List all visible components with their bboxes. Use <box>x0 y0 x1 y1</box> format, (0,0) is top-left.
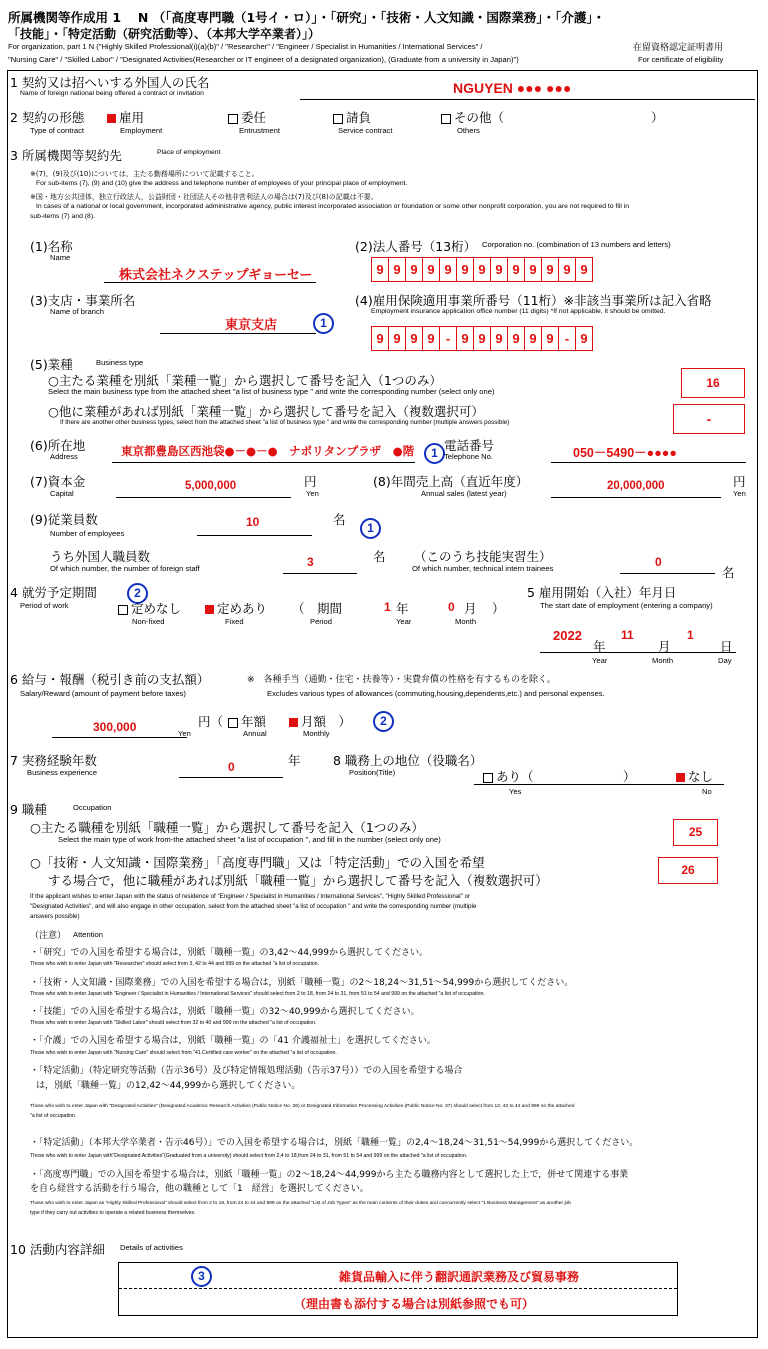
corp-digit: 9 <box>422 257 440 282</box>
occupation-other-en2: "Designated Activities", and will also engage in other occupation, select from the attached sheet "a list of occupation " and write the corresponding number (multiple <box>30 903 477 910</box>
occupation-other-text2: する場合で，他に職種があれば別紙「職種一覧」から選択して番号を記入（複数選択可） <box>48 873 548 888</box>
s8-label: 8 職務上の地位（役職名） <box>333 753 483 768</box>
activity-dashed-divider <box>119 1288 677 1289</box>
checkbox-icon <box>118 605 128 615</box>
contract-entrustment-label: 委任 <box>241 110 267 125</box>
biz-other-text-en: If there are another other business types, select from the attached sheet "a list of business type " and write the corresponding number (multiple answers possible) <box>60 419 510 426</box>
s6-label-en: Salary/Reward (amount of payment before taxes) <box>20 689 186 698</box>
emp-digit: 9 <box>524 326 542 351</box>
s4-label: 4 就労予定期間 <box>10 585 97 600</box>
position-yes-en: Yes <box>509 787 522 796</box>
activity-details-note: （理由書も添付する場合は別紙参照でも可） <box>294 1297 535 1311</box>
salary-monthly[interactable] <box>289 712 351 730</box>
activity-details-value: 雑貨品輸入に伴う翻訳通訳業務及び貿易事務 <box>339 1270 580 1284</box>
biz-main-text: ○主たる業種を別紙「業種一覧」から選択して番号を記入（1つのみ） <box>48 373 442 388</box>
emp-digit: 9 <box>422 326 440 351</box>
position-no[interactable] <box>676 767 713 785</box>
tel-label: 電話番号 <box>444 438 495 453</box>
marker-2-icon: 2 <box>127 583 148 604</box>
note-hsp-2: を自ら経営する活動を行う場合，他の職種として「1 経営」を選択してください。 <box>30 1184 369 1194</box>
start-year-value[interactable]: 2022 <box>553 628 582 643</box>
sales-label-en: Annual sales (latest year) <box>421 489 507 498</box>
s6-note-en: Excludes various types of allowances (commuting,housing,dependents,etc.) and personal expenses. <box>267 689 605 698</box>
salary-unit-en: Yen <box>178 729 191 738</box>
foreign-staff-underline <box>283 573 357 574</box>
marker-1-icon: 1 <box>313 313 334 334</box>
address-label-en: Address <box>50 452 78 461</box>
position-no-label: なし <box>688 769 714 784</box>
occupation-other-en3: answers possible) <box>30 913 80 920</box>
address-underline <box>112 462 415 463</box>
branch-label-en: Name of branch <box>50 307 105 316</box>
s10-label-en: Details of activities <box>120 1243 183 1252</box>
address-value[interactable]: 東京都豊島区西池袋●－●－● ナポリタンプラザ ●階 <box>121 444 415 458</box>
period-years-value[interactable]: 1 <box>384 600 391 614</box>
form-type-en: For certificate of eligibility <box>638 55 724 64</box>
s6-label: 6 給与・報酬（税引き前の支払額） <box>10 672 210 687</box>
company-name[interactable]: 株式会社ネクステップギョーセー <box>119 268 313 283</box>
emp-digit: 9 <box>405 326 423 351</box>
corp-digit: 9 <box>575 257 593 282</box>
emp-digit: - <box>439 326 457 351</box>
sales-unit: 円 <box>733 474 746 489</box>
name-underline <box>104 282 316 283</box>
capital-value[interactable]: 5,000,000 <box>185 480 237 492</box>
s7-label: 7 実務経験年数 <box>10 753 97 768</box>
note-nursing: ・「介護」での入国を希望する場合は，別紙「職種一覧」の「41 介護福祉士」を選択してください。 <box>30 1036 436 1046</box>
checkbox-icon <box>228 114 238 124</box>
salary-annual-en: Annual <box>243 729 267 738</box>
emp-digit: 9 <box>371 326 389 351</box>
form-type-jp: 在留資格認定証明書用 <box>633 43 724 53</box>
emp-digit: 9 <box>388 326 406 351</box>
start-day-en: Day <box>718 656 732 665</box>
trainee-unit: 名 <box>722 565 735 580</box>
name-label-en: Name <box>50 253 71 262</box>
biz-other-text: ○他に業種があれば別紙「業種一覧」から選択して番号を記入（複数選択可） <box>48 404 484 419</box>
telephone-value[interactable]: 050－5490－●●●● <box>573 446 677 460</box>
checked-box-icon <box>676 773 685 782</box>
start-date-underline <box>540 652 736 653</box>
corp-digit: 9 <box>371 257 389 282</box>
period-month-en: Month <box>455 617 477 626</box>
foreign-staff-label: うち外国人職員数 <box>50 549 151 564</box>
attention-label: （注意） <box>30 931 67 941</box>
s7-label-en: Business experience <box>27 768 98 777</box>
s2-label: 2 契約の形態 <box>10 110 85 125</box>
branch-label: (3)支店・事業所名 <box>30 293 136 308</box>
capital-unit-en: Yen <box>306 489 319 498</box>
corp-digit: 9 <box>439 257 457 282</box>
occupation-main-text: ○主たる職種を別紙「職種一覧」から選択して番号を記入（1つのみ） <box>30 820 424 835</box>
start-year-unit: 年 <box>593 639 606 654</box>
tel-underline <box>551 462 746 463</box>
title-line2: 「技能」・「特定活動（研究活動等）、（本邦大学卒業者）」） <box>8 27 321 41</box>
s2-label-en: Type of contract <box>30 126 85 135</box>
period-non-fixed[interactable] <box>118 599 181 617</box>
s3-note2: ※国・地方公共団体，独立行政法人，公益財団・社団法人その他非営利法人の場合は(7)及び(8)の記載は不要。 <box>30 193 378 201</box>
note-researcher: ・「研究」での入国を希望する場合は，別紙「職種一覧」の3,42～44,999から選択してください。 <box>30 948 429 958</box>
business-type-other-box[interactable]: - <box>673 404 745 434</box>
start-month-unit: 月 <box>658 639 671 654</box>
s10-label: 10 活動内容詳細 <box>10 1242 105 1257</box>
trainee-label: （このうち技能実習生） <box>414 549 552 564</box>
corp-digit: 9 <box>507 257 525 282</box>
s1-underline <box>300 99 755 100</box>
s3-note2-en2: sub-items (7) and (8). <box>30 213 95 220</box>
position-no-en: No <box>702 787 712 796</box>
salary-value[interactable]: 300,000 <box>93 720 137 734</box>
sales-underline <box>551 497 721 498</box>
s3-note1-en: For sub-items (7), (9) and (10) give the address and telephone number of employees of your principal place of employment. <box>36 180 408 187</box>
occupation-main-box[interactable]: 25 <box>673 819 718 846</box>
corp-digit: 9 <box>456 257 474 282</box>
sales-unit-en: Yen <box>733 489 746 498</box>
note-engineer: ・「技術・人文知識・国際業務」での入国を希望する場合は，別紙「職種一覧」の2～18,24～31,51～54,999から選択してください。 <box>30 978 574 988</box>
start-year-en: Year <box>592 656 608 665</box>
salary-underline <box>52 737 187 738</box>
occupation-other-en1: If the applicant wishes to enter Japan with the status of residence of "Engineer / Specialist in Humanities / International Services", "Highly Skilled Professional" or <box>30 893 471 900</box>
contract-others-label: その他（ <box>454 110 505 125</box>
contract-service[interactable] <box>333 108 371 126</box>
contract-employment-en: Employment <box>120 126 163 135</box>
salary-unit: 円（ <box>198 714 224 729</box>
emp-digit: 9 <box>541 326 559 351</box>
s4-label-en: Period of work <box>20 601 69 610</box>
emp-ins-label: (4)雇用保険適用事業所番号（11桁）※非該当事業所は記入省略 <box>355 293 712 308</box>
start-month-en: Month <box>652 656 674 665</box>
note-designated: ・「特定活動」（特定研究等活動（告示36号）及び特定情報処理活動（告示37号））での入国を希望する場合 <box>30 1066 463 1076</box>
marker-2-icon: 2 <box>373 711 394 732</box>
checkbox-icon <box>228 718 238 728</box>
s1-label-en: Name of foreign national being offered a contract or invitation <box>20 90 204 97</box>
note-designated-2: は，別紙「職種一覧」の12,42～44,999から選択してください。 <box>36 1081 301 1091</box>
note-skilled-en: Those who wish to enter Japan with "Skilled Labor" should select from 32 to 40 and 999 on the attached "a list of occupation. <box>30 1020 317 1026</box>
business-type-main-box[interactable]: 16 <box>681 368 745 398</box>
checkbox-icon <box>333 114 343 124</box>
period-month-unit: 月 <box>464 601 477 616</box>
annual-sales-value[interactable]: 20,000,000 <box>607 480 665 492</box>
period-fixed-label: 定めあり <box>217 601 268 616</box>
salary-monthly-label: 月額 ） <box>301 714 352 729</box>
s9-label-en: Occupation <box>73 803 112 812</box>
corp-no-label: (2)法人番号（13桁） <box>355 239 477 254</box>
capital-label: (7)資本金 <box>30 474 86 489</box>
title-en-line1: For organization, part 1 N ("Highly Skilled Professional(i)(a)(b)" / "Researcher" / "Engineer / Specialist in Humanities / International Services" / <box>8 42 483 51</box>
s8-label-en: Position(Title) <box>349 768 396 777</box>
foreign-staff-value[interactable]: 3 <box>307 555 314 569</box>
occupation-main-text-en: Select the main type of work from-the attached sheet "a list of occupation ", and fill in the number (select only one) <box>58 835 441 844</box>
note-designated-en: Those who wish to enter Japan with "Designated Activities" (Designated Academic Research Activities (Public Notice No. 36) or Designated Information Processing Activities (Public Notice No. 37) should select from 12, 42 to 44 and 999 on the attached <box>30 1104 575 1109</box>
checked-box-icon <box>289 718 298 727</box>
capital-underline <box>116 497 291 498</box>
note-engineer-en: Those who wish to enter Japan with "Engineer / Specialist in Humanities / International Services" should select from 2 to 18, from 24 to 31, from 51 to 54 and 999 on the attached "a list of occupation. <box>30 991 485 997</box>
salary-monthly-en: Monthly <box>303 729 330 738</box>
branch-name[interactable]: 東京支店 <box>225 318 278 333</box>
foreign-staff-unit: 名 <box>373 549 386 564</box>
s3-label-en: Place of employment <box>157 149 221 156</box>
note-hsp: ・「高度専門職」での入国を希望する場合は，別紙「職種一覧」の2～18,24～44,999から主たる職務内容として選択した上で，併せて関連する事業 <box>30 1170 629 1180</box>
emp-digit: - <box>558 326 576 351</box>
note-researcher-en: Those who wish to enter Japan with "Researcher" should select from 3, 42 to 44 and 999 on the attached "a list of occupation. <box>30 961 319 967</box>
period-fixed-en: Fixed <box>225 617 244 626</box>
corp-digit: 9 <box>490 257 508 282</box>
position-yes[interactable] <box>483 767 534 785</box>
start-day-value[interactable]: 1 <box>687 628 694 642</box>
tel-label-en: Telephone No. <box>444 452 493 461</box>
position-underline <box>474 784 724 785</box>
staff-label-en: Number of employees <box>50 529 125 538</box>
emp-digit: 9 <box>456 326 474 351</box>
corp-no-label-en: Corporation no. (combination of 13 numbers and letters) <box>482 240 671 249</box>
biz-label: (5)業種 <box>30 357 73 372</box>
note-hsp-en2: type if they carry out activities to operate a related business themselves. <box>30 1210 196 1216</box>
period-fixed[interactable] <box>205 599 267 617</box>
s1-label: 1 契約又は招へいする外国人の氏名 <box>10 75 210 90</box>
salary-annual[interactable] <box>228 712 266 730</box>
staff-underline <box>197 535 312 536</box>
capital-unit: 円 <box>304 474 317 489</box>
contract-others-close: ） <box>651 110 664 125</box>
checkbox-icon <box>483 773 493 783</box>
note-nursing-en: Those who wish to enter Japan with "Nursing Care" should select from "41.Certified care worker" on the attached "a list of occupation. <box>30 1050 337 1056</box>
note-skilled: ・「技能」での入国を希望する場合は，別紙「職種一覧」の32～40,999から選択してください。 <box>30 1007 420 1017</box>
period-close: ） <box>492 601 505 616</box>
trainee-underline <box>620 573 715 574</box>
employees-value[interactable]: 10 <box>246 515 260 529</box>
title-line1: 所属機関等作成用 1 N （「高度専門職（1号イ・ロ）」・「研究」・「技術・人文知識・国際業務」・「介護」・ <box>8 10 606 25</box>
corporation-number-field[interactable] <box>371 257 592 282</box>
attention-label-en: Attention <box>73 930 103 939</box>
staff-unit: 名 <box>333 512 346 527</box>
contract-others-en: Others <box>457 126 480 135</box>
note-designated-en2: "a list of occupation. <box>30 1113 77 1119</box>
corp-digit: 9 <box>541 257 559 282</box>
staff-label: (9)従業員数 <box>30 512 98 527</box>
contract-others[interactable] <box>441 108 504 126</box>
experience-underline <box>179 777 283 778</box>
s5-label: 5 雇用開始（入社）年月日 <box>527 585 677 600</box>
corp-digit: 9 <box>405 257 423 282</box>
experience-value[interactable]: 0 <box>228 760 235 774</box>
foreign-national-name[interactable]: NGUYEN ●●● ●●● <box>453 80 572 96</box>
period-label: （ 期間 <box>292 601 343 616</box>
period-label-en: Period <box>310 617 332 626</box>
occupation-other-text1: ○「技術・人文知識・国際業務」「高度専門職」又は「特定活動」での入国を希望 <box>30 855 485 870</box>
branch-underline <box>160 333 316 334</box>
contract-service-en: Service contract <box>338 126 393 135</box>
emp-digit: 9 <box>473 326 491 351</box>
contract-employment[interactable] <box>107 108 144 126</box>
foreign-staff-label-en: Of which number, the number of foreign staff <box>50 564 200 573</box>
corp-digit: 9 <box>473 257 491 282</box>
sales-label: (8)年間売上高（直近年度） <box>373 474 529 489</box>
note-graduate-en: Those who wish to enter Japan with"Designated Activities"(Graduated from a university) should select from 2,4 to 18,from 24 to 31, from 51 to 54 and 999 on the attached "a list of occupation. <box>30 1153 468 1159</box>
period-months-value[interactable]: 0 <box>448 600 455 614</box>
emp-digit: 9 <box>575 326 593 351</box>
contract-entrustment-en: Entrustment <box>239 126 280 135</box>
corp-digit: 9 <box>388 257 406 282</box>
title-en-line2: "Nursing Care" / "Skilled Labor" / "Designated Activities(Researcher or IT engineer of a designated organization), (Graduate from a university in Japan)") <box>8 55 519 64</box>
emp-digit: 9 <box>507 326 525 351</box>
corp-digit: 9 <box>558 257 576 282</box>
s3-note2-en: In cases of a national or local government, incorporated administrative agency, public interest incorporated association or foundation or some other nonprofit corporation, you are not required to fill in <box>36 203 630 210</box>
corp-digit: 9 <box>524 257 542 282</box>
marker-1-icon: 1 <box>424 443 445 464</box>
checkbox-icon <box>441 114 451 124</box>
period-year-unit: 年 <box>396 601 409 616</box>
trainee-value[interactable]: 0 <box>655 555 662 569</box>
biz-main-text-en: Select the main business type from the attached sheet "a list of business type " and write the corresponding number (select only one) <box>48 387 495 396</box>
position-yes-close: ） <box>623 769 636 784</box>
capital-label-en: Capital <box>50 489 74 498</box>
emp-ins-label-en: Employment insurance application office number (11 digits) *If not applicable, it should be omitted. <box>371 308 666 315</box>
checked-box-icon <box>205 605 214 614</box>
salary-annual-label: 年額 <box>241 714 267 729</box>
marker-3-icon: 3 <box>191 1266 212 1287</box>
note-graduate: ・「特定活動」（本邦大学卒業者・告示46号）」での入国を希望する場合は，別紙「職種一覧」の2,4～18,24～31,51～54,999から選択してください。 <box>30 1138 639 1148</box>
contract-service-label: 請負 <box>346 110 372 125</box>
activity-details-box[interactable] <box>118 1262 678 1316</box>
position-yes-label: あり（ <box>496 769 534 784</box>
contract-entrustment[interactable] <box>228 108 266 126</box>
trainee-label-en: Of which number, technical intern trainees <box>412 564 554 573</box>
s3-label: 3 所属機関等契約先 <box>10 148 122 163</box>
period-non-fixed-en: Non-fixed <box>132 617 165 626</box>
emp-digit: 9 <box>490 326 508 351</box>
start-month-value[interactable]: 11 <box>621 628 634 642</box>
s3-note1: ※(7)，(9)及び(10)については，主たる勤務場所について記載すること。 <box>30 170 259 178</box>
occupation-other-box[interactable]: 26 <box>658 857 718 884</box>
contract-employment-label: 雇用 <box>119 110 145 125</box>
biz-label-en: Business type <box>96 358 144 367</box>
period-non-fixed-label: 定めなし <box>131 601 182 616</box>
address-label: (6)所在地 <box>30 438 86 453</box>
start-day-unit: 日 <box>720 639 733 654</box>
experience-unit: 年 <box>288 753 301 768</box>
note-hsp-en: Those who wish to enter Japan as "Highly Skilled Professional" should select from 2 to 18, from 24 to 44 and 999 on the attached "List of Job Types" as the main contents of their duties and concurrently select "1 Business Management" as another job <box>30 1201 571 1206</box>
name-label: (1)名称 <box>30 239 73 254</box>
s5-label-en: The start date of employment (entering a company) <box>540 601 713 610</box>
checked-box-icon <box>107 114 116 123</box>
s9-label: 9 職種 <box>10 802 47 817</box>
marker-1-icon: 1 <box>360 518 381 539</box>
s6-note: ※ 各種手当（通勤・住宅・扶養等）・実費弁償の性格を有するものを除く。 <box>247 675 556 685</box>
period-year-en: Year <box>396 617 412 626</box>
employment-insurance-number-field[interactable] <box>371 326 592 351</box>
